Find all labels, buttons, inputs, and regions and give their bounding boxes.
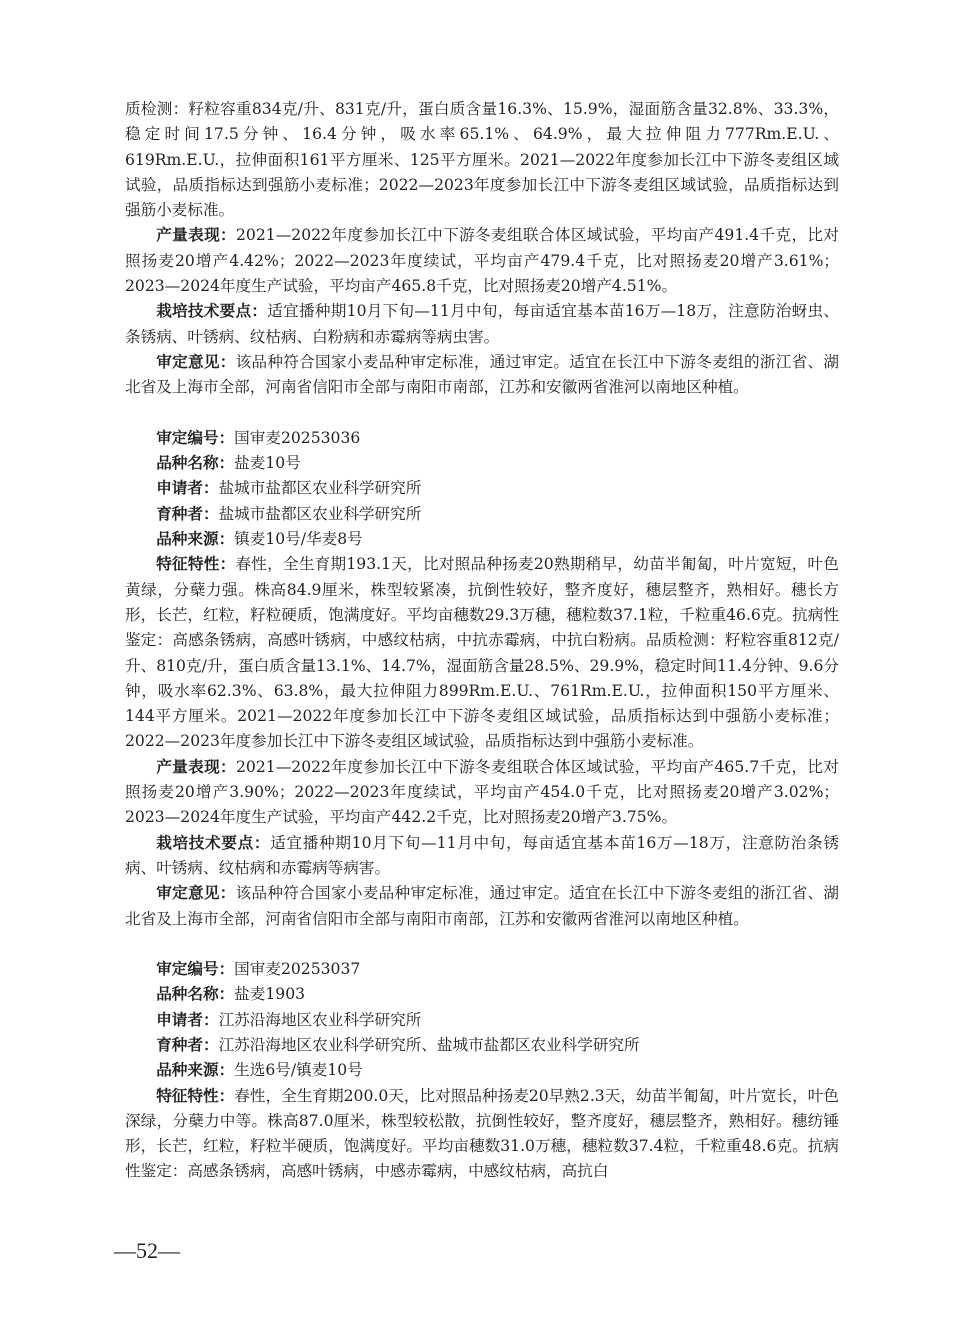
- field-label: 栽培技术要点：: [156, 302, 268, 321]
- field-value: 江苏沿海地区农业科学研究所: [218, 1010, 422, 1029]
- field-label: 产量表现：: [156, 757, 237, 776]
- field-label: 特征特性：: [156, 1086, 235, 1105]
- section-gap: [125, 932, 839, 957]
- field-label: 申请者：: [156, 479, 219, 498]
- cultivation-paragraph: [125, 299, 839, 350]
- field-label: 产量表现：: [156, 226, 237, 245]
- paragraph-text: 质检测：籽粒容重834克/升、831克/升，蛋白质含量16.3%、15.9%，湿面筋含量32.8%、33.3%，稳定时间17.5分钟、16.4分钟，吸水率65.1%、64.9%，最大拉伸阻力777Rm.E.U.、619Rm.E.U.，拉伸面积161平方厘米、125平方厘米。2021—2022年度参加长江中下游冬麦组区域试验，品质指标达到强筋小麦标准；2022—2023年度参加长江中下游冬麦组区域试验，品质指标达到强筋小麦标准。: [125, 100, 839, 220]
- variety-section-20253037: [125, 957, 839, 1185]
- field-label: 育种者：: [156, 504, 219, 523]
- breeder: [125, 1033, 839, 1058]
- cultivation-paragraph: [125, 831, 839, 882]
- field-value: 盐麦1903: [234, 985, 306, 1004]
- field-label: 品种名称：: [156, 454, 235, 473]
- approval-number: [125, 957, 839, 982]
- field-value: 春性，全生育期200.0天，比对照品种扬麦20早熟2.3天，幼苗半匍匐，叶片宽长，叶色深绿，分蘖力中等。株高87.0厘米，株型较松散，抗倒性较好，整齐度好，穗层整齐，熟相好。穗纺锤形，长芒，红粒，籽粒半硬质，饱满度好。平均亩穗数31.0万穗，穗粒数37.4粒，千粒重48.6克。抗病性鉴定：高感条锈病，高感叶锈病，中感赤霉病，中感纹枯病，高抗白: [125, 1086, 839, 1181]
- field-value: 盐麦10号: [234, 454, 301, 473]
- yield-paragraph: [125, 755, 839, 831]
- field-value: 国审麦20253037: [234, 960, 361, 979]
- field-label: 审定意见：: [156, 884, 236, 903]
- field-label: 品种来源：: [156, 530, 235, 549]
- quality-test-paragraph: [125, 97, 839, 223]
- field-value: 该品种符合国家小麦品种审定标准，通过审定。适宜在长江中下游冬麦组的浙江省、湖北省及上海市全部，河南省信阳市全部与南阳市南部，江苏和安徽两省淮河以南地区种植。: [125, 352, 839, 397]
- applicant: [125, 1008, 839, 1033]
- field-label: 审定编号：: [156, 960, 235, 979]
- field-value: 2021—2022年度参加长江中下游冬麦组联合体区域试验，平均亩产465.7千克，比对照扬麦20增产3.90%；2022—2023年度续试，平均亩产454.0千克，比对照扬麦20增产3.02%；2023—2024年度生产试验，平均亩产442.2千克，比对照扬麦20增产3.75%。: [125, 757, 839, 827]
- variety-source: [125, 1058, 839, 1083]
- field-label: 品种名称：: [156, 985, 235, 1004]
- document-body: [125, 97, 839, 1185]
- field-value: 盐城市盐都区农业科学研究所: [218, 504, 422, 523]
- variety-section-20253036: [125, 426, 839, 932]
- field-value: 该品种符合国家小麦品种审定标准，通过审定。适宜在长江中下游冬麦组的浙江省、湖北省及上海市全部，河南省信阳市全部与南阳市南部，江苏和安徽两省淮河以南地区种植。: [125, 884, 839, 928]
- field-value: 适宜播种期10月下旬—11月中旬，每亩适宜基本苗16万—18万，注意防治蚜虫、条锈病、叶锈病、纹枯病、白粉病和赤霉病等病虫害。: [125, 302, 839, 346]
- approval-opinion-paragraph: [125, 881, 839, 932]
- variety-section-continued: [125, 97, 839, 401]
- characteristics-paragraph: [125, 1084, 839, 1185]
- field-label: 育种者：: [156, 1035, 219, 1054]
- variety-name: [125, 451, 839, 476]
- characteristics-paragraph: [125, 552, 839, 754]
- approval-opinion-paragraph: [125, 350, 839, 401]
- field-value: 国审麦20253036: [234, 428, 361, 447]
- field-value: 适宜播种期10月下旬—11月中旬，每亩适宜基本苗16万—18万，注意防治条锈病、叶锈病、纹枯病和赤霉病等病害。: [125, 833, 839, 877]
- field-value: 生选6号/镇麦10号: [234, 1061, 363, 1080]
- approval-number: [125, 426, 839, 451]
- variety-source: [125, 527, 839, 552]
- variety-name: [125, 982, 839, 1007]
- field-label: 品种来源：: [156, 1061, 235, 1080]
- breeder: [125, 502, 839, 527]
- field-label: 审定编号：: [156, 428, 235, 447]
- page-number: —52—: [114, 1238, 180, 1263]
- field-label: 栽培技术要点：: [156, 833, 271, 852]
- yield-paragraph: [125, 223, 839, 299]
- field-value: 江苏沿海地区农业科学研究所、盐城市盐都区农业科学研究所: [218, 1035, 640, 1054]
- field-label: 申请者：: [156, 1010, 219, 1029]
- field-value: 盐城市盐都区农业科学研究所: [218, 479, 422, 498]
- section-gap: [125, 401, 839, 426]
- field-value: 镇麦10号/华麦8号: [234, 530, 363, 549]
- field-label: 审定意见：: [156, 352, 236, 371]
- field-label: 特征特性：: [156, 555, 236, 574]
- applicant: [125, 476, 839, 501]
- field-value: 春性，全生育期193.1天，比对照品种扬麦20熟期稍早，幼苗半匍匐，叶片宽短，叶色黄绿，分蘖力强。株高84.9厘米，株型较紧凑，抗倒性较好，整齐度好，穗层整齐，熟相好。穗长方形，长芒，红粒，籽粒硬质，饱满度好。平均亩穗数29.3万穗，穗粒数37.1粒，千粒重46.6克。抗病性鉴定：高感条锈病，高感叶锈病，中感纹枯病，中抗赤霉病，中抗白粉病。品质检测：籽粒容重812克/升、810克/升，蛋白质含量13.1%、14.7%，湿面筋含量28.5%、29.9%，稳定时间11.4分钟、9.6分钟，吸水率62.3%、63.8%，最大拉伸阻力899Rm.E.U.、761Rm.E.U.，拉伸面积150平方厘米、144平方厘米。2021—2022年度参加长江中下游冬麦组区域试验，品质指标达到中强筋小麦标准；2022—2023年度参加长江中下游冬麦组区域试验，品质指标达到中强筋小麦标准。: [125, 555, 839, 751]
- field-value: 2021—2022年度参加长江中下游冬麦组联合体区域试验，平均亩产491.4千克，比对照扬麦20增产4.42%；2022—2023年度续试，平均亩产479.4千克，比对照扬麦20增产3.61%；2023—2024年度生产试验，平均亩产465.8千克，比对照扬麦20增产4.51%。: [125, 226, 839, 296]
